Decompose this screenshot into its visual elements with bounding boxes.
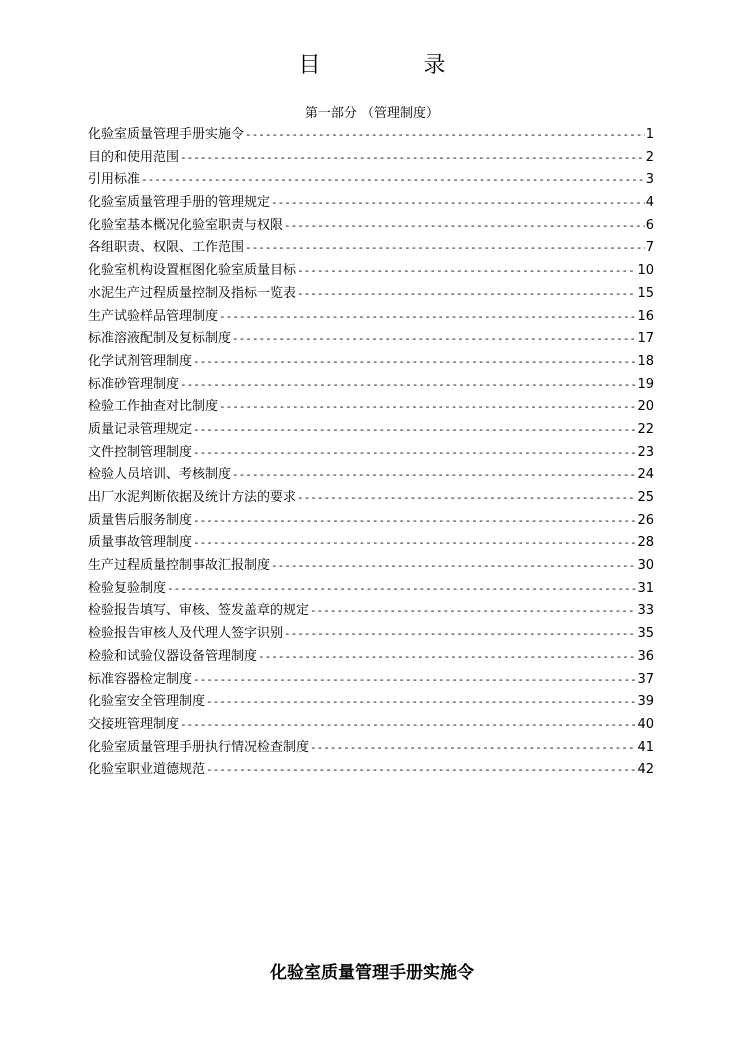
toc-entry-title: 检验报告审核人及代理人签字识别 bbox=[88, 626, 284, 642]
toc-entry[interactable] bbox=[88, 600, 654, 623]
dot-leader bbox=[219, 306, 636, 329]
toc-entry-page-number: 24 bbox=[637, 467, 654, 483]
toc-entry[interactable] bbox=[88, 328, 654, 351]
dot-leader bbox=[284, 215, 645, 238]
toc-entry-title: 生产试验样品管理制度 bbox=[88, 308, 219, 324]
toc-entry-page-number: 30 bbox=[637, 558, 654, 574]
toc-entry-title: 检验复验制度 bbox=[88, 580, 167, 596]
toc-entry-title: 化验室机构设置框图化验室质量目标 bbox=[88, 263, 297, 279]
dot-leader bbox=[180, 714, 636, 737]
dot-leader bbox=[193, 351, 636, 374]
toc-entry-title: 检验报告填写、审核、签发盖章的规定 bbox=[88, 603, 310, 619]
toc-entry-page-number: 2 bbox=[645, 149, 654, 165]
dot-leader bbox=[232, 464, 636, 487]
toc-entry-title: 检验人员培训、考核制度 bbox=[88, 467, 232, 483]
toc-entry-title: 交接班管理制度 bbox=[88, 716, 180, 732]
dot-leader bbox=[258, 646, 636, 669]
toc-entry[interactable] bbox=[88, 351, 654, 374]
toc-entry-page-number: 41 bbox=[637, 739, 654, 755]
toc-entry[interactable] bbox=[88, 737, 654, 760]
dot-leader bbox=[232, 328, 636, 351]
toc-entry-page-number: 3 bbox=[645, 172, 654, 188]
toc-entry-title: 化验室质量管理手册的管理规定 bbox=[88, 195, 271, 211]
toc-entry-title: 化验室安全管理制度 bbox=[88, 694, 206, 710]
table-of-contents bbox=[88, 124, 654, 782]
toc-entry-title: 水泥生产过程质量控制及指标一览表 bbox=[88, 285, 297, 301]
dot-leader bbox=[297, 283, 636, 306]
toc-entry[interactable] bbox=[88, 669, 654, 692]
toc-entry-title: 引用标准 bbox=[88, 172, 141, 188]
dot-leader bbox=[271, 555, 636, 578]
toc-entry-page-number: 33 bbox=[637, 603, 654, 619]
dot-leader bbox=[193, 510, 636, 533]
toc-entry-title: 目的和使用范围 bbox=[88, 149, 180, 165]
toc-entry-title: 生产过程质量控制事故汇报制度 bbox=[88, 558, 271, 574]
toc-entry-page-number: 36 bbox=[637, 648, 654, 664]
toc-entry[interactable] bbox=[88, 532, 654, 555]
dot-leader bbox=[245, 237, 645, 260]
toc-entry[interactable] bbox=[88, 419, 654, 442]
toc-entry[interactable] bbox=[88, 124, 654, 147]
toc-entry-page-number: 4 bbox=[645, 195, 654, 211]
toc-entry[interactable] bbox=[88, 169, 654, 192]
toc-entry[interactable] bbox=[88, 691, 654, 714]
toc-entry-page-number: 10 bbox=[637, 263, 654, 279]
toc-entry[interactable] bbox=[88, 192, 654, 215]
toc-entry-page-number: 39 bbox=[637, 694, 654, 710]
toc-entry-page-number: 1 bbox=[645, 127, 654, 142]
dot-leader bbox=[180, 147, 645, 170]
dot-leader bbox=[297, 487, 636, 510]
toc-entry[interactable] bbox=[88, 487, 654, 510]
toc-entry[interactable] bbox=[88, 147, 654, 170]
toc-entry-title: 标准容器检定制度 bbox=[88, 671, 193, 687]
toc-entry-title: 标准砂管理制度 bbox=[88, 376, 180, 392]
toc-entry[interactable] bbox=[88, 283, 654, 306]
toc-entry-page-number: 28 bbox=[637, 535, 654, 551]
toc-entry[interactable] bbox=[88, 396, 654, 419]
dot-leader bbox=[245, 124, 645, 147]
toc-entry[interactable] bbox=[88, 442, 654, 465]
toc-entry-title: 化验室质量管理手册执行情况检查制度 bbox=[88, 739, 310, 755]
toc-entry[interactable] bbox=[88, 759, 654, 782]
toc-entry-title: 化学试剂管理制度 bbox=[88, 353, 193, 369]
dot-leader bbox=[297, 260, 636, 283]
toc-entry[interactable] bbox=[88, 260, 654, 283]
dot-leader bbox=[219, 396, 636, 419]
toc-entry-title: 检验工作抽查对比制度 bbox=[88, 399, 219, 415]
toc-entry-page-number: 23 bbox=[637, 444, 654, 460]
toc-entry[interactable] bbox=[88, 646, 654, 669]
dot-leader bbox=[310, 600, 636, 623]
toc-entry[interactable] bbox=[88, 510, 654, 533]
toc-entry-title: 检验和试验仪器设备管理制度 bbox=[88, 648, 258, 664]
toc-entry-page-number: 31 bbox=[637, 580, 654, 596]
toc-entry[interactable] bbox=[88, 374, 654, 397]
toc-entry-page-number: 20 bbox=[637, 399, 654, 415]
toc-entry-page-number: 22 bbox=[637, 421, 654, 437]
dot-leader bbox=[206, 691, 636, 714]
toc-entry-page-number: 40 bbox=[637, 716, 654, 732]
toc-entry-page-number: 15 bbox=[637, 285, 654, 301]
dot-leader bbox=[284, 623, 636, 646]
toc-entry-title: 各组职责、权限、工作范围 bbox=[88, 240, 245, 256]
toc-entry-title: 质量记录管理规定 bbox=[88, 421, 193, 437]
toc-entry-page-number: 25 bbox=[637, 490, 654, 505]
toc-entry-page-number: 26 bbox=[637, 512, 654, 528]
chapter-title: 化验室质量管理手册实施令 bbox=[270, 963, 474, 983]
toc-entry-title: 质量事故管理制度 bbox=[88, 535, 193, 551]
toc-entry-title: 出厂水泥判断依据及统计方法的要求 bbox=[88, 490, 297, 505]
page-title: 目 录 bbox=[298, 53, 494, 78]
toc-entry-page-number: 17 bbox=[637, 331, 654, 347]
dot-leader bbox=[206, 759, 636, 782]
toc-entry[interactable] bbox=[88, 623, 654, 646]
toc-entry[interactable] bbox=[88, 464, 654, 487]
dot-leader bbox=[193, 669, 636, 692]
dot-leader bbox=[141, 169, 645, 192]
toc-entry-page-number: 19 bbox=[637, 376, 654, 392]
dot-leader bbox=[193, 442, 636, 465]
dot-leader bbox=[310, 737, 636, 760]
toc-entry-title: 质量售后服务制度 bbox=[88, 512, 193, 528]
toc-entry-page-number: 16 bbox=[637, 308, 654, 324]
toc-entry-page-number: 7 bbox=[645, 240, 654, 256]
toc-entry-page-number: 37 bbox=[637, 671, 654, 687]
toc-entry-title: 文件控制管理制度 bbox=[88, 444, 193, 460]
toc-entry-page-number: 42 bbox=[637, 762, 654, 778]
toc-entry-page-number: 18 bbox=[637, 353, 654, 369]
toc-entry-page-number: 35 bbox=[637, 626, 654, 642]
toc-entry-title: 化验室基本概况化验室职责与权限 bbox=[88, 217, 284, 233]
section-heading: 第一部分 （管理制度） bbox=[304, 106, 440, 121]
toc-entry-title: 标准溶液配制及复标制度 bbox=[88, 331, 232, 347]
dot-leader bbox=[167, 578, 636, 601]
toc-entry-page-number: 6 bbox=[645, 217, 654, 233]
toc-entry[interactable] bbox=[88, 237, 654, 260]
toc-entry[interactable] bbox=[88, 578, 654, 601]
dot-leader bbox=[271, 192, 645, 215]
dot-leader bbox=[193, 419, 636, 442]
dot-leader bbox=[180, 374, 636, 397]
toc-entry-title: 化验室质量管理手册实施令 bbox=[88, 127, 245, 142]
toc-entry[interactable] bbox=[88, 215, 654, 238]
dot-leader bbox=[193, 532, 636, 555]
toc-entry[interactable] bbox=[88, 306, 654, 329]
toc-entry[interactable] bbox=[88, 714, 654, 737]
toc-entry-title: 化验室职业道德规范 bbox=[88, 762, 206, 778]
toc-entry[interactable] bbox=[88, 555, 654, 578]
